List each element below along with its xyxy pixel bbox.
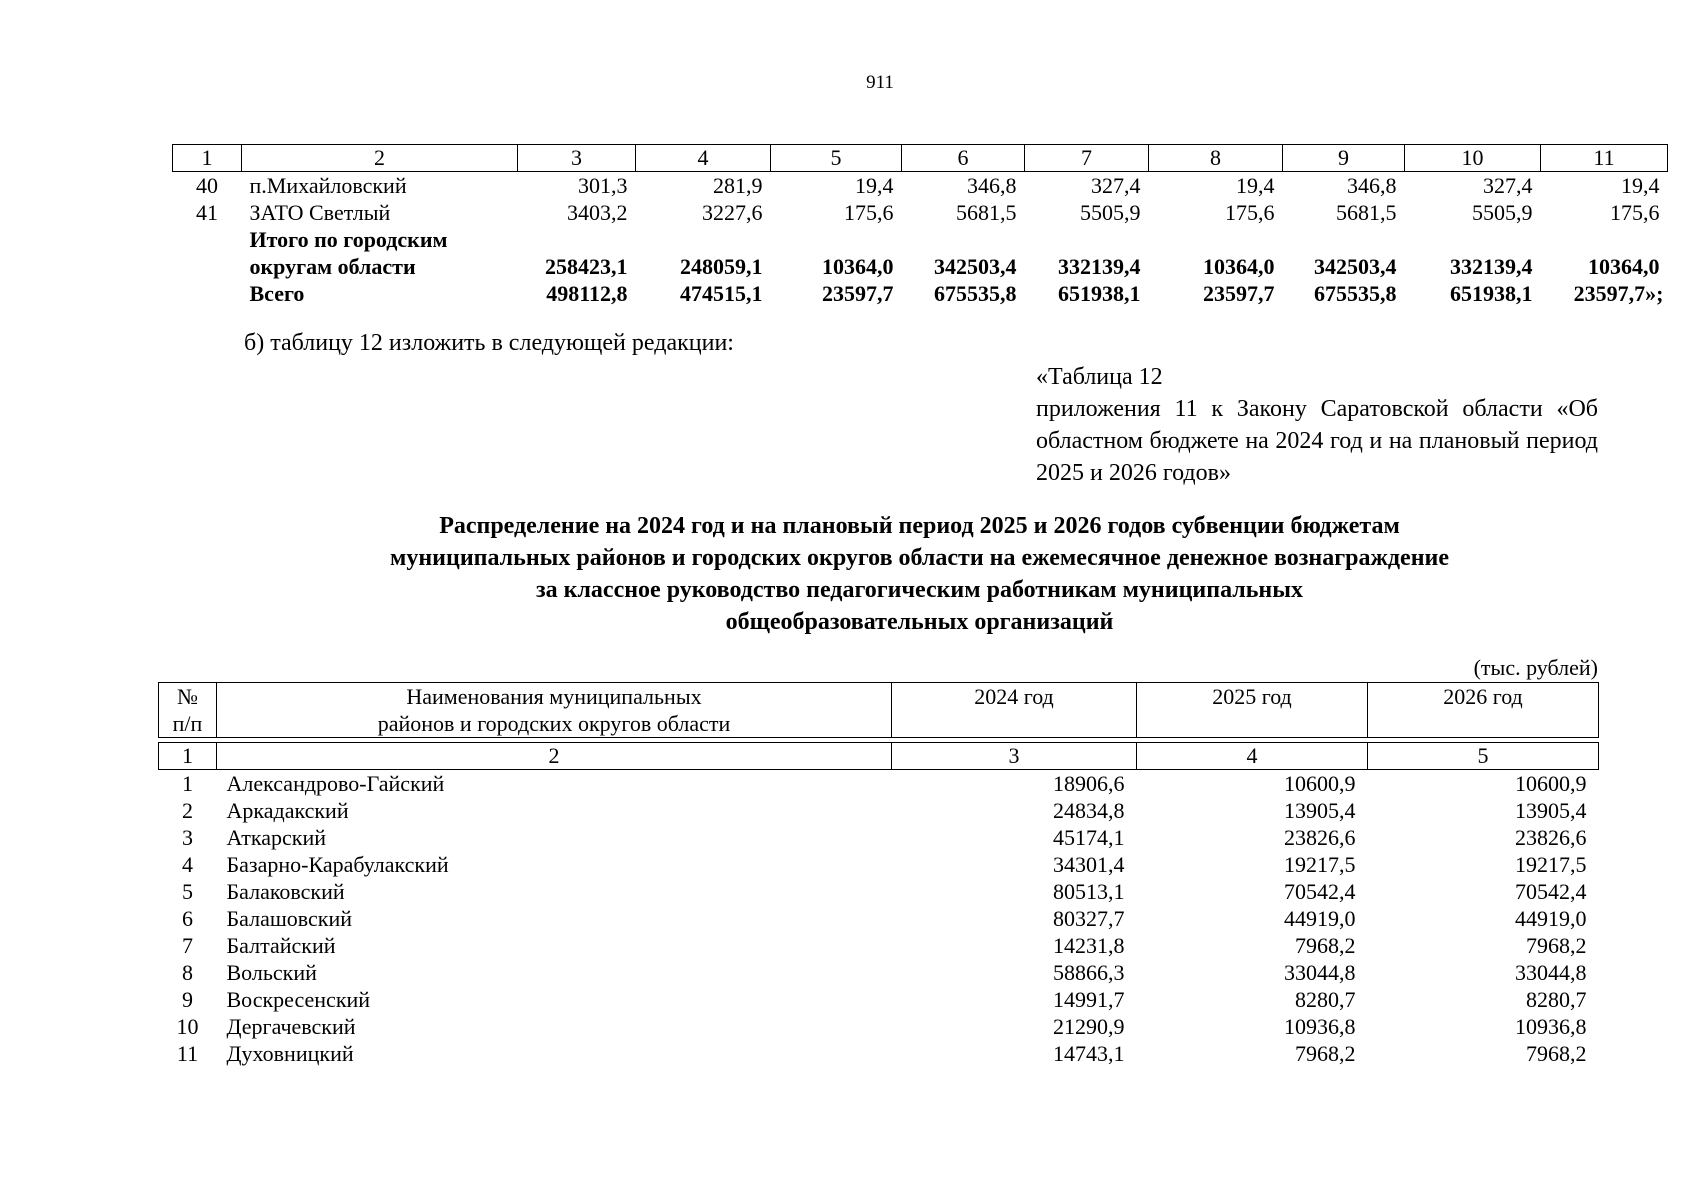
cell: 19,4: [1236, 173, 1275, 198]
cell: 651938,1: [1058, 281, 1141, 306]
table-row: [159, 878, 1599, 905]
value-2026: 44919,0: [1515, 906, 1587, 931]
value-2025: 44919,0: [1284, 906, 1356, 931]
value-2026: 13905,4: [1515, 798, 1587, 823]
header-2024: 2024 год: [892, 683, 1137, 738]
value-2025: 8280,7: [1295, 987, 1356, 1012]
title-line: Распределение на 2024 год и на плановый период 2025 и 2026 годов субвенции бюджетам: [439, 513, 1400, 539]
row-number: 2: [182, 798, 193, 823]
value-2024: 14231,8: [1053, 933, 1125, 958]
row-number: 11: [176, 1041, 199, 1066]
cell: 281,9: [713, 173, 763, 198]
col-num: 6: [902, 145, 1025, 172]
cell: 3403,2: [567, 200, 628, 225]
header-2025: 2025 год: [1137, 683, 1368, 738]
header-name: [217, 683, 892, 738]
col-num: 10: [1405, 145, 1541, 172]
row-number: 6: [182, 906, 193, 931]
amendment-paragraph: б) таблицу 12 изложить в следующей редакции:: [244, 330, 734, 356]
table-row: [173, 172, 1668, 200]
header-text: №: [177, 684, 198, 709]
table-row: [159, 851, 1599, 878]
units-label: (тыс. рублей): [1473, 655, 1598, 680]
cell: 5681,5: [956, 200, 1017, 225]
cell: 23597,7: [822, 281, 894, 306]
column-number-row: [159, 743, 1599, 770]
col-num: 3: [518, 145, 636, 172]
subvention-table: [158, 682, 1599, 1067]
value-2026: 33044,8: [1515, 960, 1587, 985]
cell: 346,8: [1347, 173, 1397, 198]
table-row: [159, 959, 1599, 986]
value-2024: 80513,1: [1053, 879, 1125, 904]
note-line: «Таблица 12: [1036, 364, 1163, 390]
subtotal-label: округам области: [249, 254, 416, 279]
total-label: Всего: [249, 281, 305, 306]
col-num: 5: [771, 145, 902, 172]
table-row: [159, 905, 1599, 932]
row-number: 7: [182, 933, 193, 958]
note-text: приложения 11 к Закону Саратовской области «Об областном бюджете на 2024 год и на плановый период 2025 и 2026 годов»: [1036, 396, 1598, 486]
row-number: 3: [182, 825, 193, 850]
cell: 346,8: [967, 173, 1017, 198]
table-title: [172, 510, 1667, 638]
cell: 19,4: [855, 173, 894, 198]
table-row: [159, 797, 1599, 824]
value-2025: 70542,4: [1284, 879, 1356, 904]
subtotal-label-row: [173, 226, 1668, 253]
value-2026: 70542,4: [1515, 879, 1587, 904]
cell: 175,6: [1225, 200, 1275, 225]
table-row: [173, 199, 1668, 226]
cell: 5681,5: [1336, 200, 1397, 225]
table-row: [159, 986, 1599, 1013]
row-name: ЗАТО Светлый: [249, 200, 391, 225]
subtotal-label: Итого по городским: [249, 227, 448, 252]
value-2025: 10936,8: [1284, 1014, 1356, 1039]
value-2025: 13905,4: [1284, 798, 1356, 823]
row-number: 10: [176, 1014, 199, 1039]
value-2025: 7968,2: [1295, 1041, 1356, 1066]
value-2024: 80327,7: [1053, 906, 1125, 931]
subtotal-row: [173, 253, 1668, 280]
district-name: Аткарский: [226, 825, 327, 850]
cell: 342503,4: [1314, 254, 1397, 279]
row-number: 4: [182, 852, 193, 877]
value-2026: 10936,8: [1515, 1014, 1587, 1039]
cell: 248059,1: [680, 254, 763, 279]
title-line: общеобразовательных организаций: [725, 609, 1114, 635]
cell: 19,4: [1621, 173, 1660, 198]
row-number: 41: [196, 200, 218, 225]
district-name: Аркадакский: [226, 798, 349, 823]
row-number: 1: [182, 771, 193, 796]
value-2024: 45174,1: [1053, 825, 1125, 850]
cell: 332139,4: [1058, 254, 1141, 279]
value-2026: 7968,2: [1526, 1041, 1587, 1066]
col-num: 2: [242, 145, 518, 172]
cell: 10364,0: [822, 254, 894, 279]
value-2025: 19217,5: [1284, 852, 1356, 877]
col-num: 5: [1368, 743, 1599, 770]
value-2025: 7968,2: [1295, 933, 1356, 958]
page-number: 911: [866, 72, 894, 93]
value-2026: 19217,5: [1515, 852, 1587, 877]
value-2025: 33044,8: [1284, 960, 1356, 985]
col-num: 8: [1149, 145, 1283, 172]
value-2026: 23826,6: [1515, 825, 1587, 850]
col-num: 1: [159, 743, 217, 770]
cell: 301,3: [578, 173, 628, 198]
table-reference-note: [1036, 361, 1598, 489]
value-2024: 21290,9: [1053, 1014, 1125, 1039]
value-2026: 10600,9: [1515, 771, 1587, 796]
cell: 10364,0: [1588, 254, 1660, 279]
value-2026: 7968,2: [1526, 933, 1587, 958]
cell: 175,6: [1610, 200, 1660, 225]
col-num: 7: [1025, 145, 1149, 172]
cell: 3227,6: [702, 200, 763, 225]
cell: 5505,9: [1472, 200, 1533, 225]
cell: 175,6: [844, 200, 894, 225]
title-line: муниципальных районов и городских округов области на ежемесячное денежное вознаграждение: [389, 545, 1450, 571]
district-name: Дергачевский: [226, 1014, 356, 1039]
district-name: Балаковский: [226, 879, 345, 904]
cell: 10364,0: [1203, 254, 1275, 279]
col-num: 11: [1541, 145, 1668, 172]
continuation-table: [172, 144, 1668, 307]
cell: 474515,1: [680, 281, 763, 306]
row-number: 9: [182, 987, 193, 1012]
row-number: 8: [182, 960, 193, 985]
cell: 23597,7: [1203, 281, 1275, 306]
cell: 498112,8: [546, 281, 628, 306]
col-num: 1: [173, 145, 242, 172]
col-num: 3: [892, 743, 1137, 770]
value-2024: 24834,8: [1053, 798, 1125, 823]
value-2026: 8280,7: [1526, 987, 1587, 1012]
col-num: 4: [1137, 743, 1368, 770]
cell: 332139,4: [1450, 254, 1533, 279]
row-number: 5: [182, 879, 193, 904]
table-row: [159, 1013, 1599, 1040]
district-name: Духовницкий: [226, 1041, 354, 1066]
col-num: 4: [636, 145, 771, 172]
value-2024: 14743,1: [1053, 1041, 1125, 1066]
value-2025: 23826,6: [1284, 825, 1356, 850]
row-number: 40: [196, 173, 218, 198]
cell: 675535,8: [1314, 281, 1397, 306]
district-name: Воскресенский: [226, 987, 371, 1012]
cell: 651938,1: [1450, 281, 1533, 306]
table-row: [159, 932, 1599, 959]
col-num: 9: [1283, 145, 1405, 172]
header-text: п/п: [172, 711, 203, 736]
column-number-row: [173, 145, 1668, 172]
title-line: за классное руководство педагогическим работникам муниципальных: [535, 577, 1303, 603]
cell: 342503,4: [934, 254, 1017, 279]
district-name: Вольский: [226, 960, 317, 985]
col-num: 2: [217, 743, 892, 770]
district-name: Базарно-Карабулакский: [226, 852, 449, 877]
cell: 675535,8: [934, 281, 1017, 306]
header-num: [159, 683, 217, 738]
cell: 23597,7»;: [1573, 281, 1664, 306]
district-name: Балашовский: [226, 906, 353, 931]
cell: 5505,9: [1080, 200, 1141, 225]
header-row: [159, 683, 1599, 738]
value-2025: 10600,9: [1284, 771, 1356, 796]
table-row: [159, 824, 1599, 851]
value-2024: 14991,7: [1053, 987, 1125, 1012]
district-name: Александрово-Гайский: [226, 771, 445, 796]
cell: 327,4: [1091, 173, 1141, 198]
total-row: [173, 280, 1668, 307]
header-text: Наименования муниципальных: [406, 684, 702, 709]
cell: 327,4: [1483, 173, 1533, 198]
district-name: Балтайский: [226, 933, 336, 958]
row-name: п.Михайловский: [249, 173, 407, 198]
table-row: [159, 1040, 1599, 1067]
cell: 258423,1: [545, 254, 628, 279]
value-2024: 58866,3: [1053, 960, 1125, 985]
header-text: районов и городских округов области: [377, 711, 731, 736]
value-2024: 18906,6: [1053, 771, 1125, 796]
header-2026: 2026 год: [1368, 683, 1599, 738]
value-2024: 34301,4: [1053, 852, 1125, 877]
table-row: [159, 770, 1599, 798]
